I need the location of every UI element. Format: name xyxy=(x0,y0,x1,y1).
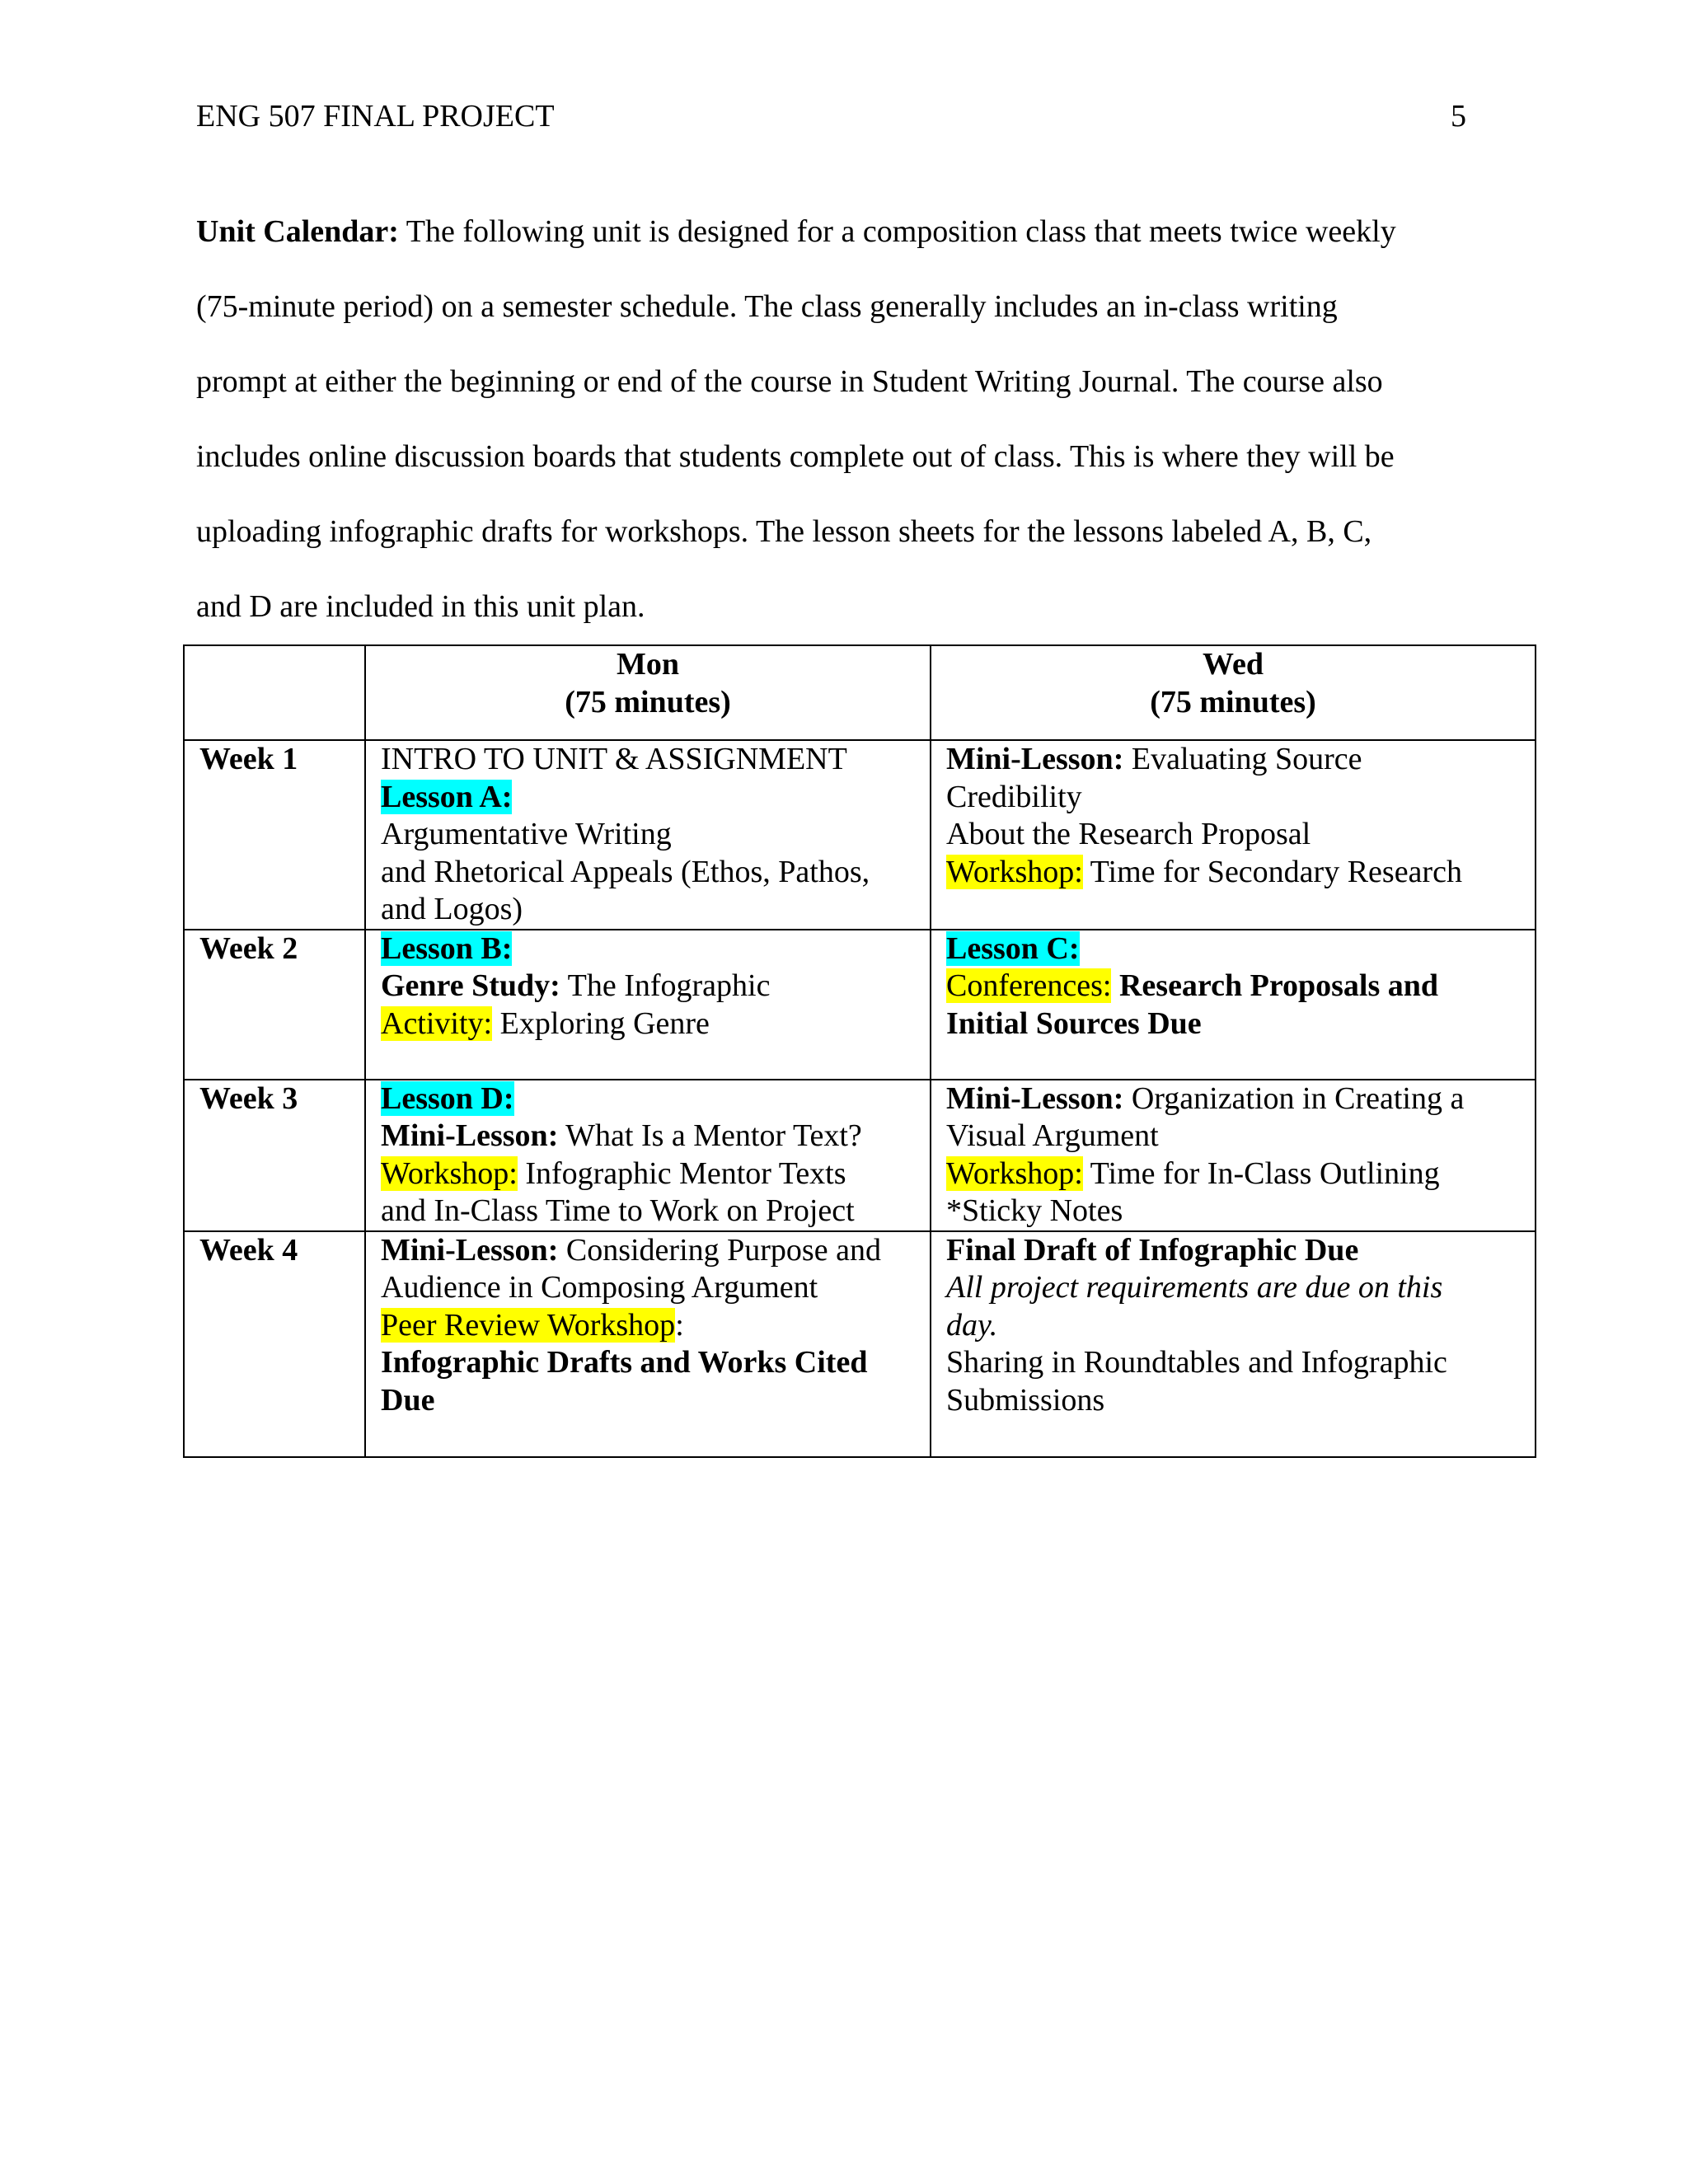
lesson-d-label: Lesson D: xyxy=(381,1080,514,1116)
intro-line-5: uploading infographic drafts for workshops. The lesson sheets for the lessons labeled A, B, C, xyxy=(196,514,1372,549)
intro-line-3: prompt at either the beginning or end of the course in Student Writing Journal. The course also xyxy=(196,364,1383,399)
workshop-label: Workshop: xyxy=(946,854,1083,889)
intro-line-6: and D are included in this unit plan. xyxy=(196,589,645,624)
lesson-b-label: Lesson B: xyxy=(381,930,513,966)
week-label: Week 3 xyxy=(184,1080,365,1231)
running-header: ENG 507 FINAL PROJECT xyxy=(196,99,555,134)
header-empty-cell xyxy=(184,645,365,740)
table-row-week-1 xyxy=(184,740,1536,930)
mon-day: Mon xyxy=(617,647,679,682)
week-2-wed-cell: Lesson C: Conferences: Research Proposals and Initial Sources Due xyxy=(931,930,1536,1080)
workshop-label: Workshop: xyxy=(381,1155,518,1191)
wed-header-cell xyxy=(931,645,1536,740)
intro-paragraph xyxy=(196,194,1498,644)
week-1-wed-cell: Mini-Lesson: Evaluating Source Credibility About the Research Proposal Workshop: Time for Secondary Research xyxy=(931,740,1536,930)
week-3-wed-cell: Mini-Lesson: Organization in Creating a Visual Argument Workshop: Time for In-Class Outlining *Sticky Notes xyxy=(931,1080,1536,1231)
conferences-label: Conferences: xyxy=(946,968,1112,1003)
workshop-label: Workshop: xyxy=(946,1155,1083,1191)
week-label: Week 1 xyxy=(184,740,365,930)
wed-duration: (75 minutes) xyxy=(1150,684,1316,719)
activity-label: Activity: xyxy=(381,1005,493,1041)
mon-duration: (75 minutes) xyxy=(565,684,731,719)
intro-line-2: (75-minute period) on a semester schedule. The class generally includes an in-class writing xyxy=(196,289,1338,324)
peer-review-label: Peer Review Workshop xyxy=(381,1307,676,1343)
intro-label: Unit Calendar: xyxy=(196,214,399,249)
table-row-week-2 xyxy=(184,930,1536,1080)
week-3-mon-cell: Lesson D: Mini-Lesson: What Is a Mentor Text? Workshop: Infographic Mentor Texts and In-Class Time to Work on Project xyxy=(365,1080,931,1231)
unit-calendar-table xyxy=(183,644,1536,1458)
page-number: 5 xyxy=(1451,99,1466,134)
lesson-c-label: Lesson C: xyxy=(946,930,1080,966)
table-row-week-4 xyxy=(184,1231,1536,1457)
week-label: Week 2 xyxy=(184,930,365,1080)
week-4-wed-cell: Final Draft of Infographic Due All project requirements are due on this day. Sharing in Roundtables and Infographic Submissions xyxy=(931,1231,1536,1457)
mon-header-cell xyxy=(365,645,931,740)
week-label: Week 4 xyxy=(184,1231,365,1457)
wed-day: Wed xyxy=(1203,647,1264,682)
week-2-mon-cell: Lesson B: Genre Study: The Infographic Activity: Exploring Genre xyxy=(365,930,931,1080)
intro-line-1: Unit Calendar: The following unit is designed for a composition class that meets twice weekly xyxy=(196,214,1396,249)
table-row-week-3 xyxy=(184,1080,1536,1231)
intro-line-4: includes online discussion boards that students complete out of class. This is where they will be xyxy=(196,439,1395,474)
table-header-row xyxy=(184,645,1536,740)
week-4-mon-cell: Mini-Lesson: Considering Purpose and Audience in Composing Argument Peer Review Workshop: Infographic Drafts and Works Cited Due xyxy=(365,1231,931,1457)
week-1-mon-cell: INTRO TO UNIT & ASSIGNMENT Lesson A: Argumentative Writing and Rhetorical Appeals (Ethos, Pathos, and Logos) xyxy=(365,740,931,930)
lesson-a-label: Lesson A: xyxy=(381,779,513,814)
